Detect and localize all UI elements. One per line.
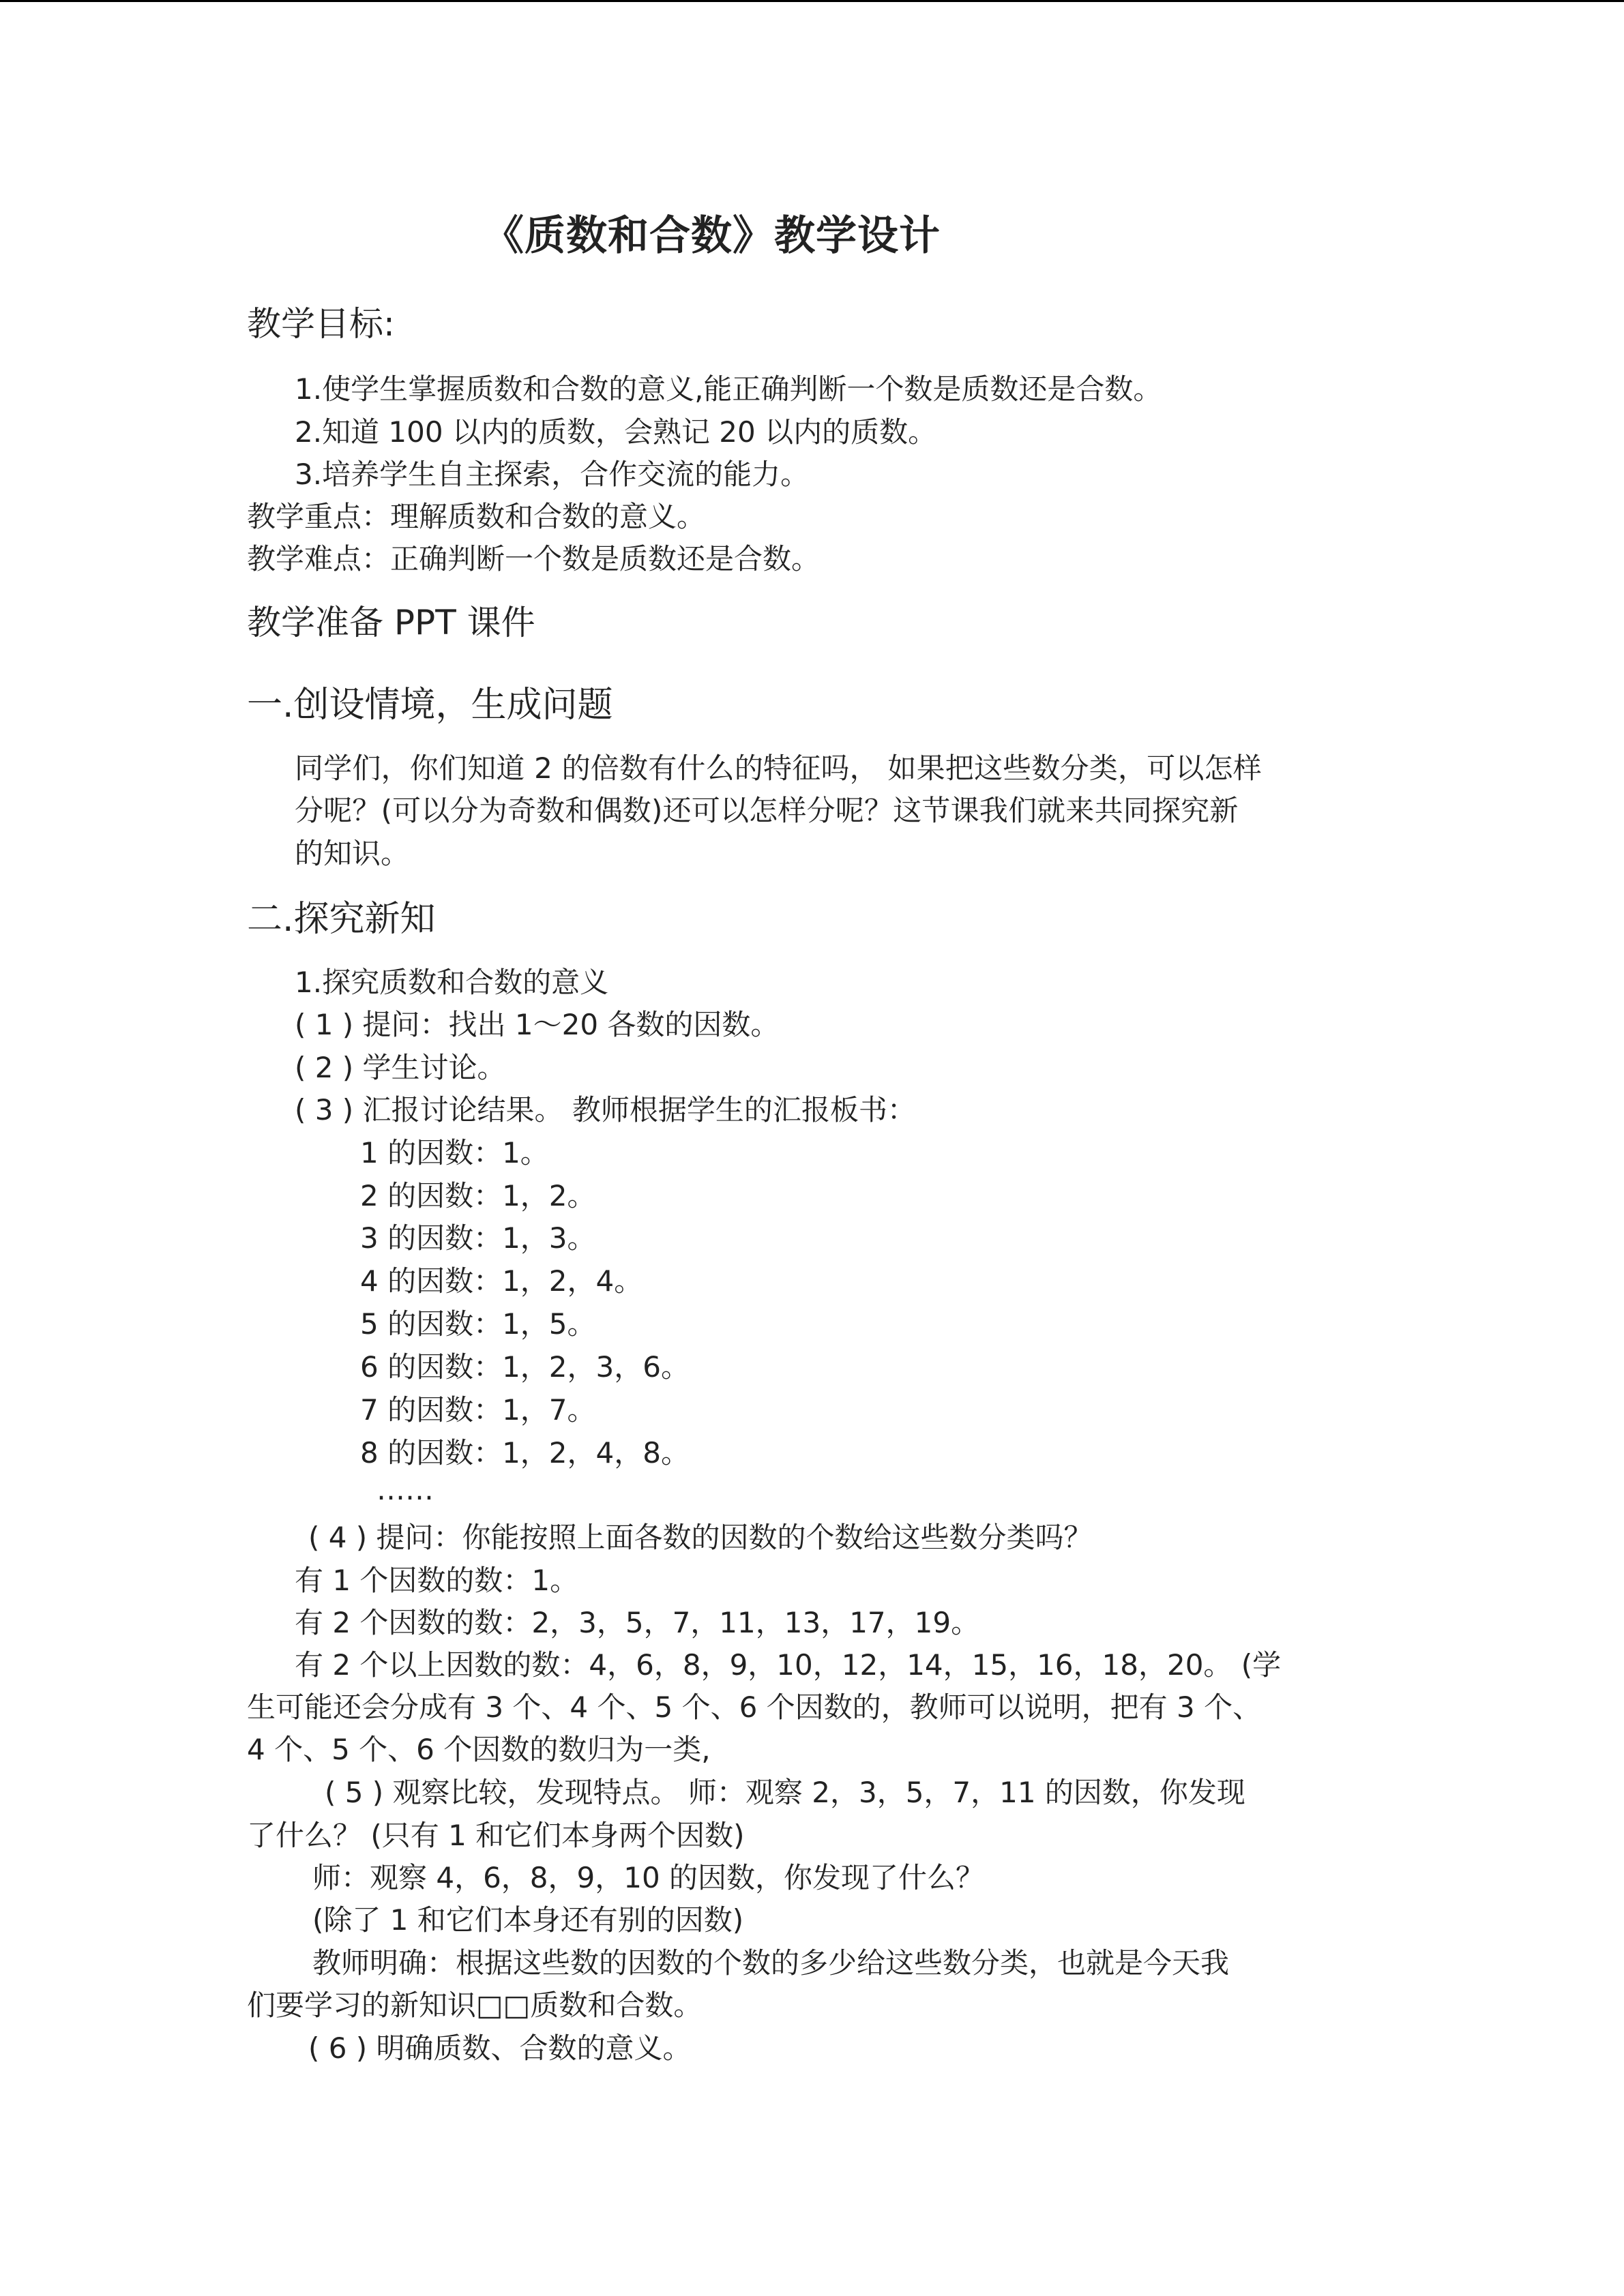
ellipsis: …… xyxy=(377,1473,434,1506)
step-item: ( 4 ) 提问：你能按照上面各数的因数的个数给这些数分类吗？ xyxy=(308,1521,1093,1554)
step-item: ( 2 ) 学生讨论。 xyxy=(295,1051,506,1084)
factor-line: 2 的因数：1，2。 xyxy=(360,1179,596,1212)
step-item: ( 5 ) 观察比较，发现特点。 师：观察 2，3，5，7，11 的因数，你发现 xyxy=(325,1776,1245,1809)
preparation: 教学准备 PPT 课件 xyxy=(247,603,535,642)
key-point: 教学重点：理解质数和合数的意义。 xyxy=(247,500,706,533)
difficult-point: 教学难点：正确判断一个数是质数还是合数。 xyxy=(247,542,821,576)
classification-line: 有 1 个因数的数：1。 xyxy=(295,1564,579,1597)
factor-line: 6 的因数：1，2，3，6。 xyxy=(360,1350,690,1384)
section1-heading: 一.创设情境，生成问题 xyxy=(247,685,613,726)
page-top-border xyxy=(0,0,1624,2)
factor-line: 3 的因数：1，3。 xyxy=(360,1221,596,1255)
step-item: ( 6 ) 明确质数、合数的意义。 xyxy=(308,2031,692,2065)
teacher-question: 师：观察 4，6，8，9，10 的因数，你发现了什么？ xyxy=(312,1861,985,1894)
factor-line: 1 的因数：1。 xyxy=(360,1136,549,1169)
step-item: ( 3 ) 汇报讨论结果。 教师根据学生的汇报板书： xyxy=(295,1093,916,1127)
factor-line: 5 的因数：1，5。 xyxy=(360,1307,596,1341)
teacher-clarification: 教师明确：根据这些数的因数的个数的多少给这些数分类，也就是今天我 xyxy=(312,1946,1230,1980)
objectives-heading: 教学目标: xyxy=(247,304,395,344)
section1-paragraph-line: 分呢？(可以分为奇数和偶数)还可以怎样分呢？这节课我们就来共同探究新 xyxy=(295,794,1239,827)
objective-item: 2.知道 100 以内的质数，会熟记 20 以内的质数。 xyxy=(295,415,937,449)
step-item-continuation: 了什么？ (只有 1 和它们本身两个因数) xyxy=(247,1819,745,1852)
subsection-heading: 1.探究质数和合数的意义 xyxy=(295,966,609,999)
objective-item: 3.培养学生自主探索，合作交流的能力。 xyxy=(295,458,810,491)
step-item: ( 1 ) 提问：找出 1～20 各数的因数。 xyxy=(295,1008,780,1041)
classification-line: 有 2 个因数的数：2，3，5，7，11，13，17，19。 xyxy=(295,1606,980,1639)
factor-line: 8 的因数：1，2，4，8。 xyxy=(360,1436,690,1470)
classification-line: 4 个、5 个、6 个因数的数归为一类, xyxy=(247,1733,711,1766)
document-title: 《质数和合数》教学设计 xyxy=(483,212,941,260)
classification-line: 有 2 个以上因数的数：4，6，8，9，10，12，14，15，16，18，20。 (学 xyxy=(295,1648,1282,1682)
factor-line: 4 的因数：1，2，4。 xyxy=(360,1264,643,1298)
section2-heading: 二.探究新知 xyxy=(247,899,436,940)
classification-line: 生可能还会分成有 3 个、4 个、5 个、6 个因数的，教师可以说明，把有 3 个、 xyxy=(247,1690,1262,1724)
section1-paragraph-line: 的知识。 xyxy=(295,837,410,870)
objective-item: 1.使学生掌握质数和合数的意义,能正确判断一个数是质数还是合数。 xyxy=(295,372,1162,406)
section1-paragraph-line: 同学们，你们知道 2 的倍数有什么的特征吗， 如果把这些数分类，可以怎样 xyxy=(295,751,1262,785)
teacher-clarification: 们要学习的新知识□□质数和合数。 xyxy=(247,1988,703,2022)
factor-line: 7 的因数：1，7。 xyxy=(360,1393,596,1427)
teacher-answer: (除了 1 和它们本身还有别的因数) xyxy=(312,1903,744,1937)
